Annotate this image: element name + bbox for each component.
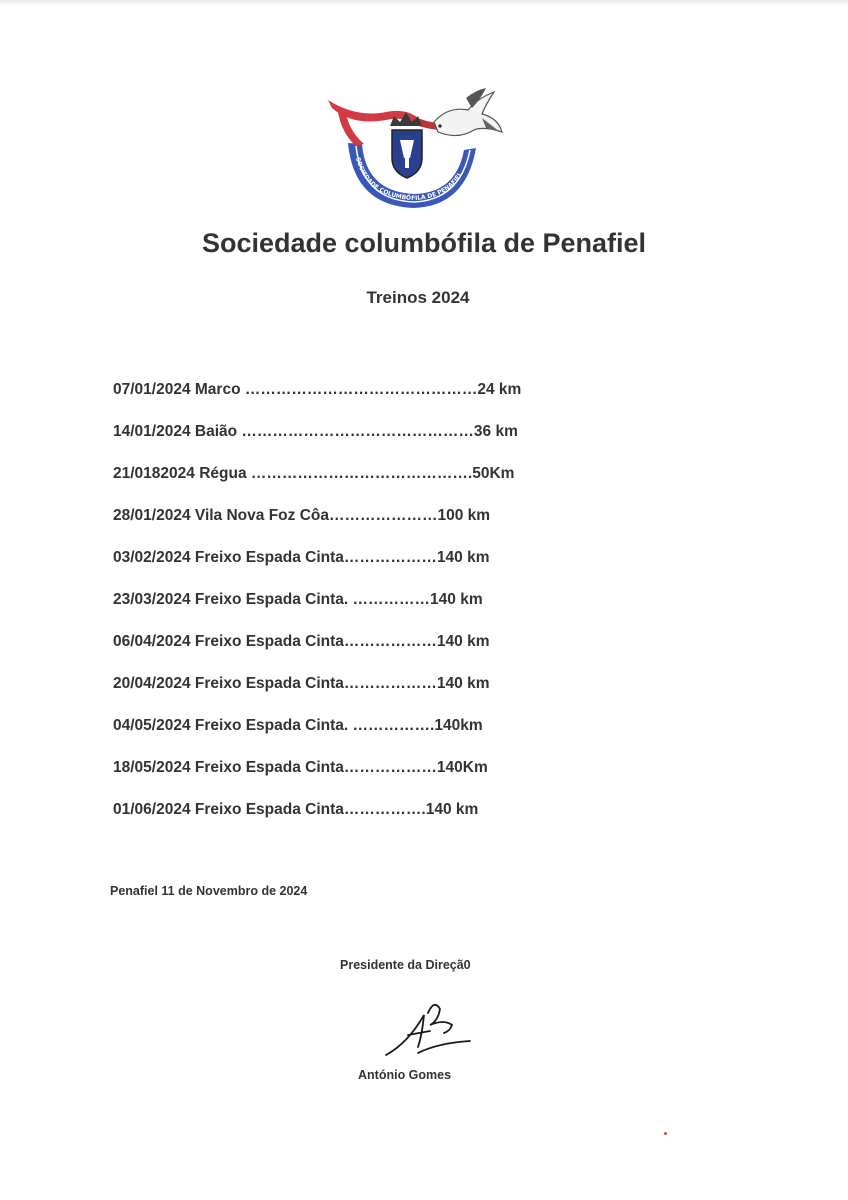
schedule-leader: …………… [348,717,431,734]
schedule-place: Marco [194,381,241,398]
schedule-row [113,798,553,840]
schedule-leader: ……………… [343,549,437,566]
schedule-row [113,756,553,798]
schedule-place: Freixo Espada Cinta [194,801,344,818]
schedule-leader: ……………… [343,759,437,776]
signer-role: Presidente da Direçã0 [340,958,471,972]
scan-speck [664,1132,667,1135]
schedule-row [113,588,553,630]
schedule-date: 04/05/2024 [113,717,191,734]
schedule-distance: 140 km [436,633,490,650]
page-subtitle: Treinos 2024 [366,288,470,307]
schedule-distance: 36 km [473,423,518,440]
schedule-leader: ……………………………………… [240,381,478,398]
schedule-date: 20/04/2024 [113,675,191,692]
page-title: Sociedade columbófila de Penafiel [201,228,647,258]
schedule-row [113,462,553,504]
scan-edge [0,0,848,6]
schedule-place: Freixo Espada Cinta [194,549,344,566]
logo-banner-text: SOCIEDADE COLUMBÓFILA DE PENAFIEL [354,156,464,203]
schedule-distance: 140 km [436,675,490,692]
schedule-distance: .140 km [421,801,479,818]
schedule-row [113,630,553,672]
schedule-row [113,714,553,756]
schedule-distance: 100 km [437,507,491,524]
schedule-date: 03/02/2024 [113,549,191,566]
schedule-leader: ……………………………………… [237,423,474,440]
signer-name: António Gomes [358,1068,452,1082]
schedule-distance: 140 km [430,591,483,608]
schedule-row [113,504,553,546]
schedule-place: Régua [199,465,247,482]
schedule-row [113,420,553,462]
handwritten-signature [378,995,478,1065]
schedule-row [113,672,553,714]
schedule-place: Baião [194,423,238,440]
schedule-place: Vila Nova Foz Côa [194,507,329,524]
schedule-date: 21/0182024 [113,465,195,482]
schedule-place: Freixo Espada Cinta [194,633,344,650]
schedule-date: 07/01/2024 [113,381,191,398]
schedule-place: Freixo Espada Cinta. [194,591,349,608]
schedule-row [113,378,553,420]
schedule-date: 06/04/2024 [113,633,191,650]
club-logo [326,88,506,213]
schedule-date: 18/05/2024 [113,759,191,776]
schedule-place: Freixo Espada Cinta. [194,717,349,734]
schedule-date: 28/01/2024 [113,507,191,524]
schedule-leader: ……………… [343,675,437,692]
schedule-distance: 140 km [436,549,490,566]
schedule-date: 14/01/2024 [113,423,191,440]
training-schedule [113,378,553,840]
schedule-place: Freixo Espada Cinta [194,675,344,692]
schedule-distance: .50Km [467,465,515,482]
schedule-place: Freixo Espada Cinta [194,759,344,776]
schedule-date: 23/03/2024 [113,591,191,608]
schedule-leader: ………………… [328,507,438,524]
place-and-date: Penafiel 11 de Novembro de 2024 [110,884,308,898]
schedule-distance: 24 km [477,381,522,398]
schedule-distance: 140Km [436,759,488,776]
schedule-leader: ……………… [343,633,437,650]
schedule-date: 01/06/2024 [113,801,191,818]
schedule-leader: …………… [348,591,431,608]
schedule-leader: …………… [343,801,422,818]
schedule-leader: …………………………………… [246,465,468,482]
schedule-distance: .140km [430,717,483,734]
schedule-row [113,546,553,588]
